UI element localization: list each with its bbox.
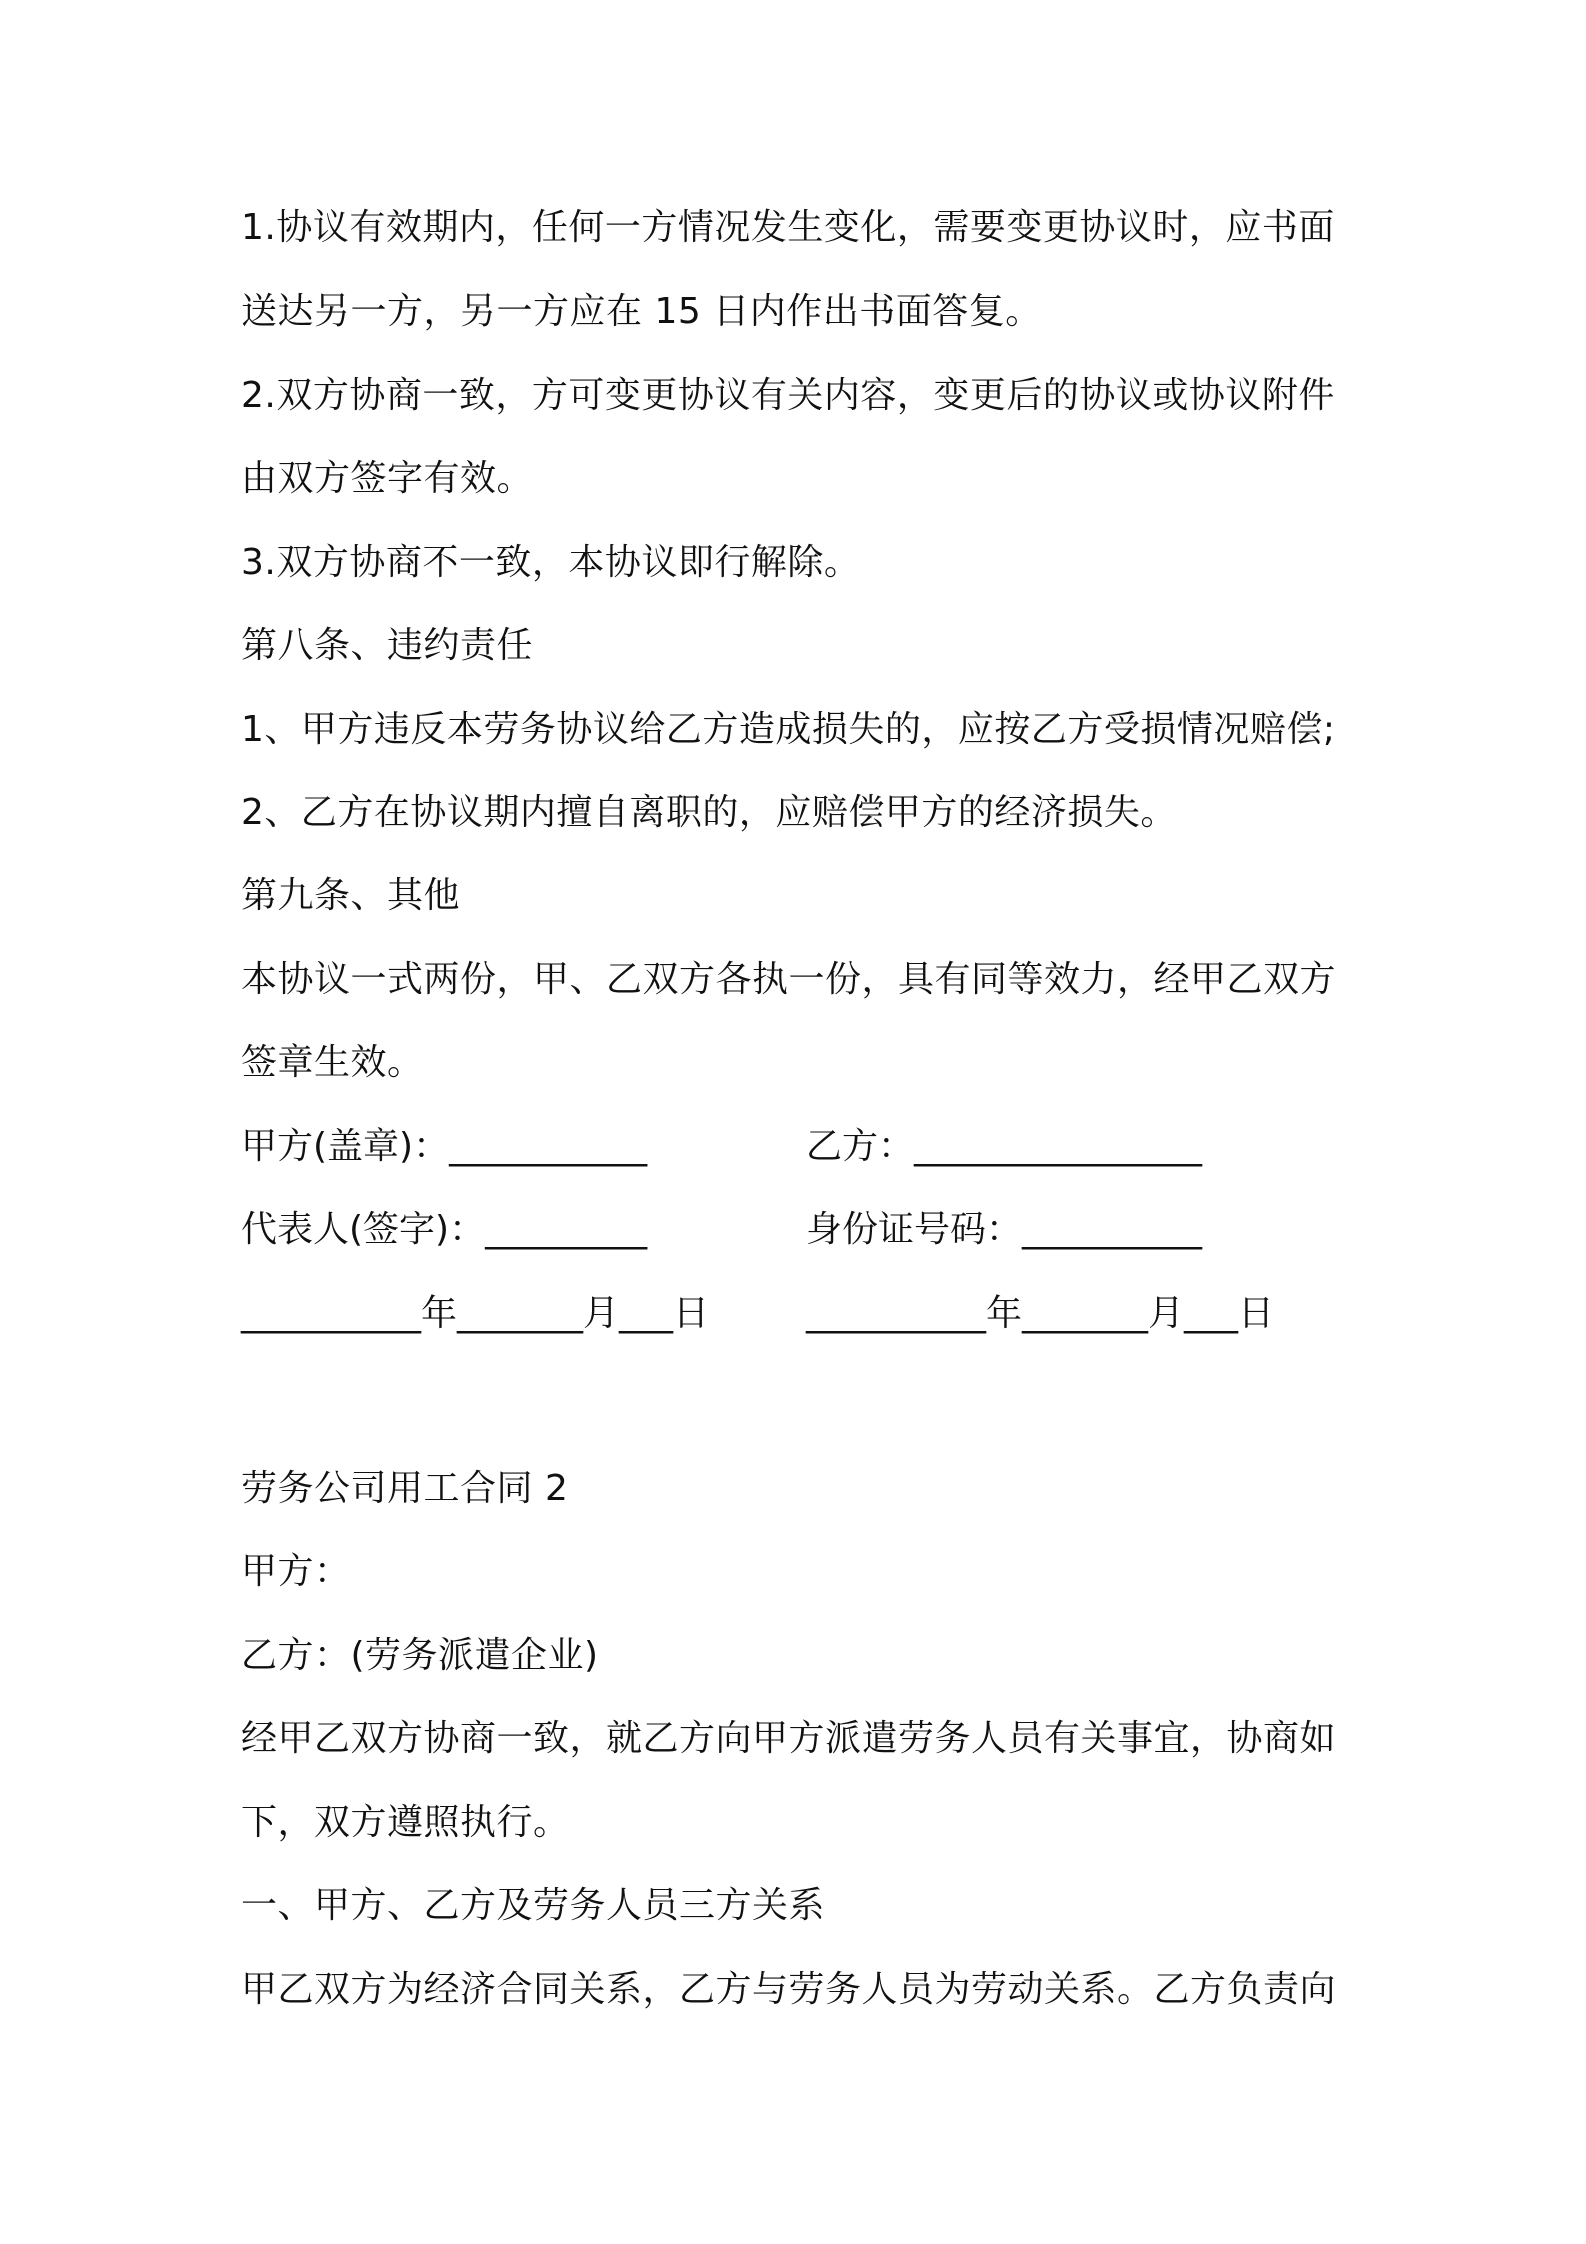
paragraph-line: 1、甲方违反本劳务协议给乙方造成损失的，应按乙方受损情况赔偿; xyxy=(241,709,1336,750)
representative-signature-field: 代表人(签字)：_________ xyxy=(241,1209,648,1250)
paragraph-line: 送达另一方，另一方应在 15 日内作出书面答复。 xyxy=(241,291,1042,332)
article-heading-breach: 第八条、违约责任 xyxy=(241,625,534,666)
article-heading-other: 第九条、其他 xyxy=(241,875,461,916)
paragraph-line: 甲乙双方为经济合同关系，乙方与劳务人员为劳动关系。乙方负责向 xyxy=(241,1969,1337,2010)
paragraph-line: 2、乙方在协议期内擅自离职的，应赔偿甲方的经济损失。 xyxy=(241,792,1177,833)
date-field-right: __________年_______月___日 xyxy=(806,1293,1274,1334)
paragraph-line: 下，双方遵照执行。 xyxy=(241,1802,570,1843)
paragraph-line: 3.双方协商不一致，本协议即行解除。 xyxy=(241,542,861,583)
paragraph-line: 由双方签字有效。 xyxy=(241,458,534,499)
signature-row-parties xyxy=(241,1123,1371,1171)
party-b-field: 乙方：________________ xyxy=(806,1126,1203,1167)
paragraph-line: 1.协议有效期内，任何一方情况发生变化，需要变更协议时，应书面 xyxy=(241,207,1335,248)
paragraph-line: 2.双方协商一致，方可变更协议有关内容，变更后的协议或协议附件 xyxy=(241,375,1335,416)
contract-2-party-b: 乙方：(劳务派遣企业) xyxy=(241,1635,599,1676)
id-number-field: 身份证号码：__________ xyxy=(806,1209,1203,1250)
paragraph-line: 本协议一式两份，甲、乙双方各执一份，具有同等效力，经甲乙双方 xyxy=(241,959,1337,1000)
signature-row-representative xyxy=(241,1206,1371,1254)
signature-row-dates xyxy=(241,1290,1371,1338)
section-heading-relationship: 一、甲方、乙方及劳务人员三方关系 xyxy=(241,1885,826,1926)
party-a-seal-field: 甲方(盖章)：___________ xyxy=(241,1126,648,1167)
paragraph-line: 经甲乙双方协商一致，就乙方向甲方派遣劳务人员有关事宜，协商如 xyxy=(241,1718,1337,1759)
contract-2-title: 劳务公司用工合同 2 xyxy=(241,1468,569,1509)
paragraph-line: 签章生效。 xyxy=(241,1042,424,1083)
date-field-left: __________年_______月___日 xyxy=(241,1293,709,1334)
contract-2-party-a: 甲方： xyxy=(241,1551,351,1592)
